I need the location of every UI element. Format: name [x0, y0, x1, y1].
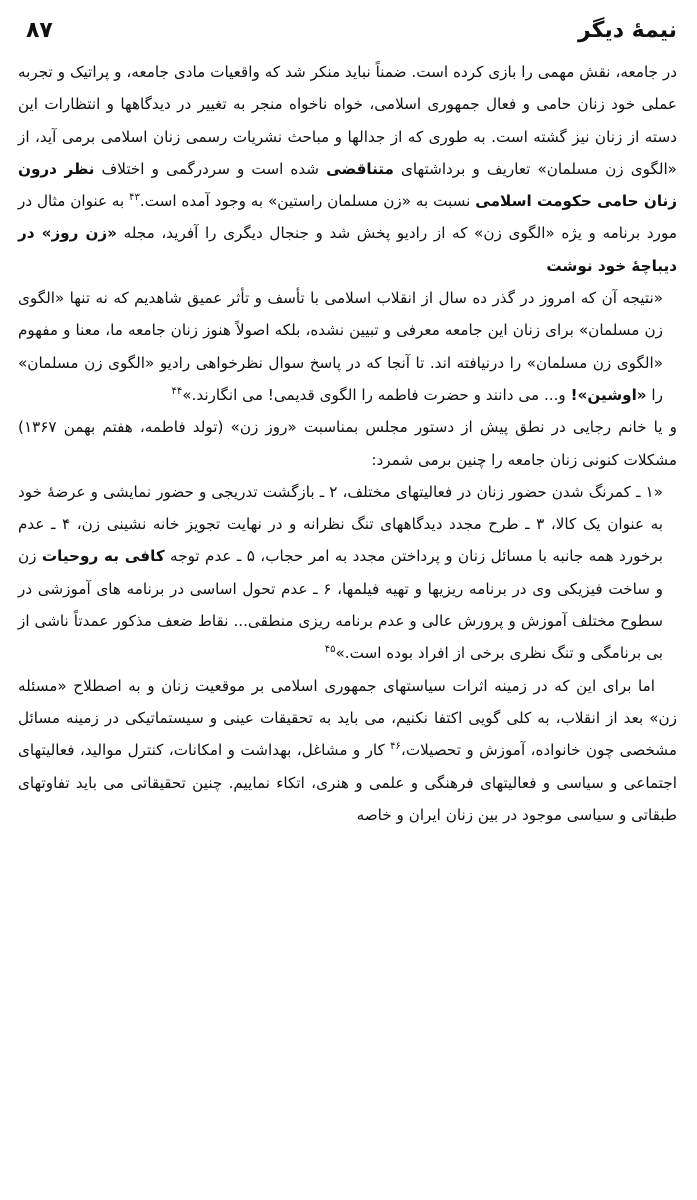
bold-phrase: نظر درون زنان حامی حکومت اسلامی: [18, 159, 677, 211]
paragraph-intro: در جامعه، نقش مهمی را بازی کرده است. ضمناً نباید منکر شد که واقعیات مادی جامعه، و پراتیک و تجربه عملی خود زنان حامی و فعال جمهوری اسلامی، خواه ناخواه منجر به تغییر در دیدگاهها و انتظارات این دسته از زنان نیز گشته است. به طوری که از جدالها و مباحث نشریات رسمی زنان اسلامی برمی آید، از «الگوی زن مسلمان» تعاریف و برداشتهای متناقضی شده است و سردرگمی و اختلاف نظر درون زنان حامی حکومت اسلامی نسبت به «زن مسلمان راستین» به وجود آمده است.$^{۴۳}$ به عنوان مثال در مورد برنامه و یژه «الگوی زن» که از رادیو پخش شد و جنجال دیگری را آفرید، مجله «زن روز» در دیباچهٔ خود نوشت: [18, 63, 677, 275]
bold-phrase: «اوشین»!: [570, 385, 647, 404]
page-header: [26, 12, 677, 48]
footnote-ref: ۴۴: [171, 385, 183, 397]
body-text: [18, 56, 677, 831]
bold-phrase: متناقضی: [326, 159, 394, 178]
footnote-ref: ۴۵: [324, 644, 336, 656]
running-title: نیمهٔ دیگر: [577, 17, 677, 43]
footnote-ref: ۴۳: [129, 192, 140, 204]
paragraph-research: اما برای این که در زمینه اثرات سیاستهای جمهوری اسلامی بر موقعیت زنان و به اصطلاح «مسئله زن» بعد از انقلاب، به کلی گویی اکتفا نکنیم، می باید به تحقیقات عینی و سیستماتیکی در زمینه مسائل مشخصی چون خانواده، آموزش و تحصیلات،$^{۴۶}$ کار و مشاغل، بهداشت و امکانات، کنترل موالید، فعالیتهای اجتماعی و سیاسی و فعالیتهای فرهنگی و علمی و هنری، اتکاء نماییم. چنین تحقیقاتی می باید تفاوتهای طبقاتی و سیاسی موجود در بین زنان ایران و خاصه: [18, 676, 677, 824]
paragraph-rajaei: و یا خانم رجایی در نطق پیش از دستور مجلس بمناسبت «روز زن» (تولد فاطمه، هفتم بهمن ۱۳۶۷) مشکلات کنونی زنان جامعه را چنین برمی شمرد:: [18, 418, 677, 469]
page-number: ۸۷: [26, 17, 53, 43]
bold-phrase: «زن روز» در دیباچهٔ خود نوشت: [18, 224, 677, 275]
quote-zan-rooz: «نتیجه آن که امروز در گذر ده سال از انقلاب اسلامی با تأسف و تأثر عمیق شاهدیم که نه تنها «الگوی زن مسلمان» برای زنان این جامعه معرفی و تبیین نشده، بلکه اصولاً هنوز زنان جامعه ما، معنا و مفهوم «الگوی زن مسلمان» را درنیافته اند. تا آنجا که در پاسخ سوال نظرخواهی رادیو «الگوی زن مسلمان» را «اوشین»! و... می دانند و حضرت فاطمه را الگوی قدیمی! می انگارند.»$^{۴۴}$: [18, 289, 663, 404]
footnote-ref: ۴۶: [390, 741, 401, 753]
bold-phrase: کافی به روحیات: [41, 547, 165, 566]
quote-rajaei-list: «۱ ـ کمرنگ شدن حضور زنان در فعالیتهای مختلف، ۲ ـ بازگشت تدریجی و حضور نمایشی و عرضهٔ خود به عنوان یک کالا، ۳ ـ طرح مجدد دیدگاههای تنگ نظرانه و در نهایت تجویز خانه نشینی زن، ۴ ـ عدم برخورد همه جانبه با مسائل زنان و پرداختن مجدد به امر حجاب، ۵ ـ عدم توجه کافی به روحیات زن و ساخت فیزیکی وی در برنامه ریزیها و تهیه فیلمها، ۶ ـ عدم تحول اساسی در برنامه های آموزشی در سطوح مختلف آموزش و پرورش عالی و عدم برنامه ریزی منطقی... نقاط ضعف مذکور عمدتاً ناشی از بی برنامگی و تنگ نظری برخی از افراد بوده است.»$^{۴۵}$: [18, 482, 663, 663]
